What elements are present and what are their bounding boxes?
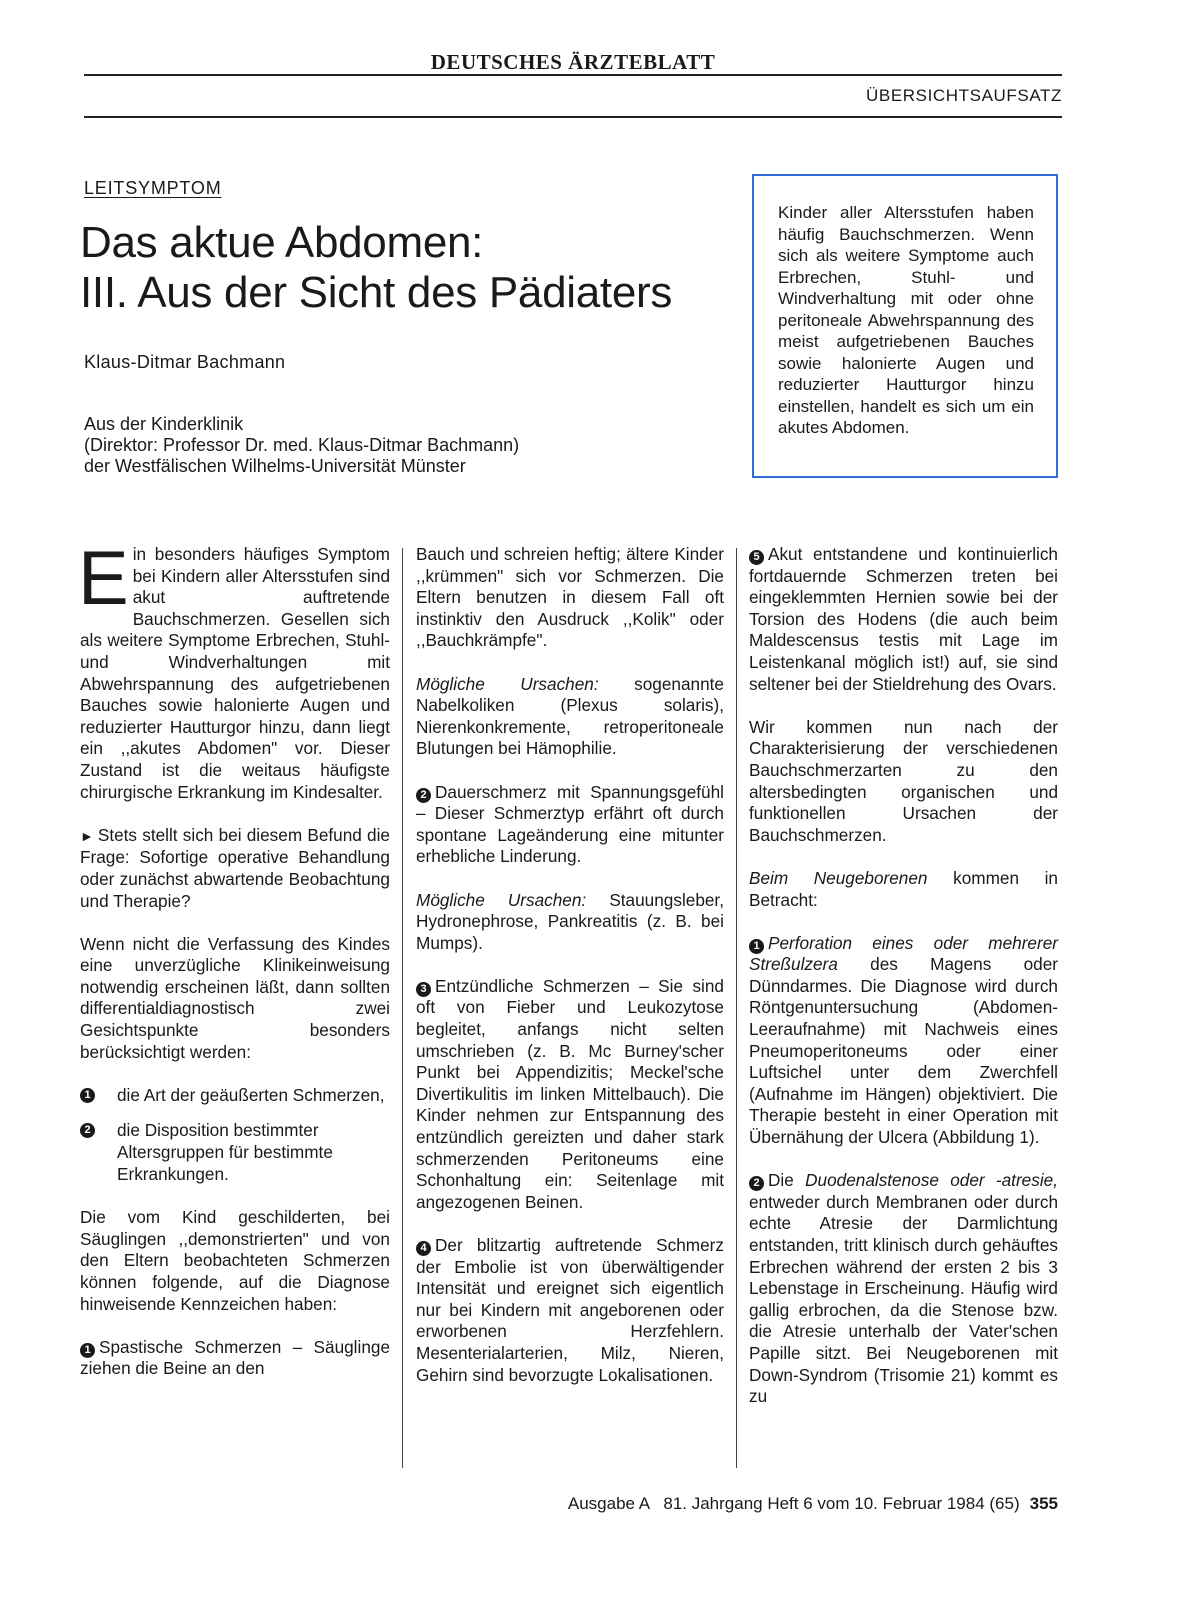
paragraph: Wir kommen nun nach der Charakterisierung der verschiedenen Bauchschmerzarten zu den altersbedingten organischen und funktionellen Ursachen der Bauchschmerzen. xyxy=(749,716,1058,845)
paragraph: Ein besonders häufiges Symptom bei Kindern aller Altersstufen sind akut auftretende Bauchschmerzen. Gesellen sich als weitere Symptome Erbrechen, Stuhl- und Windverhaltungen mit Abwehrspannung des aufgetriebenen Bauches sowie halonierte Augen und reduzierter Hautturgor hinzu, dann liegt ein ,,akutes Abdomen" vor. Dieser Zustand ist die weitaus häufigste chirurgische Erkrankung im Kindesalter. xyxy=(78,536,390,802)
section-label: ÜBERSICHTSAUFSATZ xyxy=(866,86,1062,105)
arrow-marker-icon: ► xyxy=(80,827,94,844)
number-2-icon: 2 xyxy=(80,1123,95,1138)
affiliation-line: Aus der Kinderklinik xyxy=(84,414,244,434)
title-line-2: III. Aus der Sicht des Pädiaters xyxy=(80,268,673,317)
paragraph: Bauch und schreien heftig; ältere Kinder ,,krümmen" sich vor Schmerzen. Die Eltern benutzen in diesem Fall oft instinktiv den Ausdruck ,,Kolik" oder ,,Bauchkrämpfe". xyxy=(416,544,724,651)
summary-text: Kinder aller Altersstufen haben häufig Bauchschmerzen. Wenn sich als weitere Symptome auch Erbrechen, Stuhl- und Windverhaltung mit oder ohne peritoneale Abwehrspannung des meist aufgetriebenen Bauches sowie halonierte Augen und reduzierter Hautturgor hinzu einstellen, handelt es sich um ein akutes Abdomen. xyxy=(778,203,1034,437)
drop-cap: E xyxy=(78,536,129,621)
number-2-icon: 2 xyxy=(416,788,431,803)
affiliation-line: der Westfälischen Wilhelms-Universität Münster xyxy=(84,456,466,476)
issue-info: Ausgabe A 81. Jahrgang Heft 6 vom 10. Februar 1984 (65) xyxy=(567,1494,1020,1513)
header-rule xyxy=(84,74,1062,76)
list-item: 1 die Art der geäußerten Schmerzen, xyxy=(80,1085,390,1107)
column-divider xyxy=(402,548,403,1468)
affiliation-line: (Direktor: Professor Dr. med. Klaus-Ditmar Bachmann) xyxy=(84,435,520,455)
affiliation xyxy=(84,414,519,477)
paragraph: 3 Entzündliche Schmerzen – Sie sind oft von Fieber und Leukozytose begleitet, anfangs nicht selten umschrieben (z. B. Mc Burney'scher Punkt bei Appendizitis; Meckel'sche Divertikulitis im linken Mittelbauch). Die Kinder nehmen zur Entspannung des entzündlich gereizten und daher stark schmerzenden Peritoneums eine Schonhaltung ein: Seitenlage mit angezogenen Beinen. xyxy=(416,975,724,1212)
title-line-1: Das aktue Abdomen: xyxy=(80,218,484,267)
page-footer xyxy=(568,1494,1058,1514)
number-1-icon: 1 xyxy=(80,1088,95,1103)
article-author: Klaus-Ditmar Bachmann xyxy=(84,352,286,372)
journal-title: DEUTSCHES ÄRZTEBLATT xyxy=(430,50,716,74)
paragraph: ► Stets stellt sich bei diesem Befund die Frage: Sofortige operative Behandlung oder zunächst abwartende Beobachtung und Therapie? xyxy=(80,824,390,911)
column-divider xyxy=(736,548,737,1468)
paragraph: Mögliche Ursachen: Stauungsleber, Hydronephrose, Pankreatitis (z. B. bei Mumps). xyxy=(416,889,724,953)
paragraph: 4 Der blitzartig auftretende Schmerz der Embolie ist von überwältigender Intensität und ereignet sich eigentlich nur bei Kindern mit angeborenen oder erworbenen Herzfehlern. Mesenterialarterien, Milz, Nieren, Gehirn sind bevorzugte Lokalisationen. xyxy=(416,1235,724,1385)
paragraph: 2 Die Duodenalstenose oder -atresie, entweder durch Membranen oder durch echte Atresie der Darmlichtung entstanden, tritt klinisch durch gehäuftes Erbrechen während der ersten 2 bis 3 Lebenstage in Erscheinung. Häufig wird gallig erbrochen, da die Stenose bzw. die Atresie unterhalb der Vater'schen Papille sitzt. Bei Neugeborenen mit Down-Syndrom (Trisomie 21) kommt es zu xyxy=(749,1170,1058,1407)
page-number: 355 xyxy=(1029,1494,1058,1513)
article-kicker: LEITSYMPTOM xyxy=(84,178,222,198)
body-column-1 xyxy=(78,536,390,1402)
number-5-icon: 5 xyxy=(749,550,764,565)
number-1-icon: 1 xyxy=(749,939,764,954)
paragraph: Die vom Kind geschilderten, bei Säuglingen ,,demonstrierten" und von den Eltern beobachteten Schmerzen können folgende, auf die Diagnose hinweisende Kennzeichen haben: xyxy=(80,1207,390,1314)
paragraph: Wenn nicht die Verfassung des Kindes eine unverzügliche Klinikeinweisung notwendig erscheinen läßt, dann sollten differentialdiagnostisch zwei Gesichtspunkte besonders berücksichtigt werden: xyxy=(80,933,390,1062)
paragraph: 5 Akut entstandene und kontinuierlich fortdauernde Schmerzen treten bei eingeklemmten Hernien sowie bei der Torsion des Hodens (die auch beim Maldescensus testis mit Lage im Leistenkanal möglich ist!) auf, sie sind seltener bei der Stieldrehung des Ovars. xyxy=(749,544,1058,694)
paragraph: 1 Perforation eines oder mehrerer Streßulzera des Magens oder Dünndarmes. Die Diagnose wird durch Röntgenuntersuchung (Abdomen-Leeraufnahme) mit Nachweis eines Pneumoperitoneums oder einer Luftsichel unter dem Zwerchfell (Aufnahme im Hängen) objektiviert. Die Therapie besteht in einer Operation mit Übernähung der Ulcera (Abbildung 1). xyxy=(749,932,1058,1148)
paragraph: Beim Neugeborenen kommen in Betracht: xyxy=(749,867,1058,910)
paragraph: 1 Spastische Schmerzen – Säuglinge ziehen die Beine an den xyxy=(80,1336,390,1379)
list-item: 2 die Disposition bestimmter Altersgruppen für bestimmte Erkrankungen. xyxy=(80,1120,390,1185)
body-column-2 xyxy=(416,544,724,1408)
number-1-icon: 1 xyxy=(80,1343,95,1358)
number-4-icon: 4 xyxy=(416,1241,431,1256)
article-title xyxy=(80,218,672,318)
number-3-icon: 3 xyxy=(416,982,431,997)
paragraph: Mögliche Ursachen: sogenannte Nabelkoliken (Plexus solaris), Nierenkonkremente, retroperitoneale Blutungen bei Hämophilie. xyxy=(416,673,724,759)
number-2-icon: 2 xyxy=(749,1176,764,1191)
paragraph: 2 Dauerschmerz mit Spannungsgefühl – Dieser Schmerztyp erfährt oft durch spontane Lageänderung eine mitunter erhebliche Linderung. xyxy=(416,781,724,867)
body-column-3 xyxy=(749,544,1058,1429)
section-rule xyxy=(84,116,1062,118)
summary-box xyxy=(752,174,1058,478)
